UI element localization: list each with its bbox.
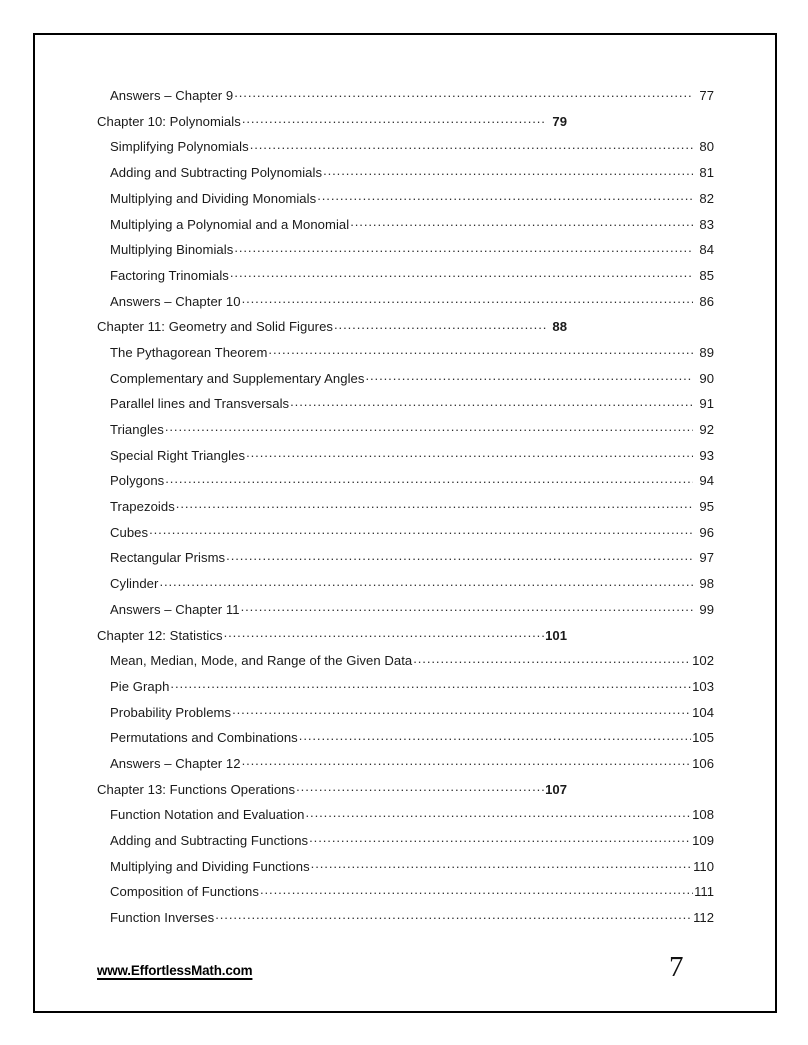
- toc-entry-page-number: 106: [692, 755, 714, 771]
- toc-entry-row[interactable]: [97, 524, 714, 550]
- dot-leader: [413, 652, 691, 665]
- toc-entry-page-number: 83: [699, 216, 714, 232]
- toc-entry-row[interactable]: [97, 190, 714, 216]
- dot-leader: [317, 190, 693, 203]
- toc-entry-row[interactable]: [97, 215, 714, 241]
- toc-entry-page-number: 81: [699, 165, 714, 181]
- toc-entry-page-number: 101: [545, 627, 567, 643]
- toc-entry-label: Polygons: [110, 473, 165, 489]
- toc-entry-label: Multiplying Binomials: [110, 242, 234, 258]
- toc-entry-page-number: 89: [699, 344, 714, 360]
- toc-entry-row[interactable]: [97, 138, 714, 164]
- toc-entry-label: Simplifying Polynomials: [110, 139, 249, 155]
- dot-leader: [234, 87, 693, 100]
- dot-leader: [350, 215, 693, 228]
- dot-leader: [176, 498, 693, 511]
- toc-entry-label: Adding and Subtracting Functions: [110, 833, 309, 849]
- dot-leader: [290, 395, 693, 408]
- toc-entry-label: Function Notation and Evaluation: [110, 807, 305, 823]
- toc-entry-label: Complementary and Supplementary Angles: [110, 370, 365, 386]
- toc-entry-label: Probability Problems: [110, 704, 232, 720]
- toc-entry-label: Cylinder: [110, 576, 159, 592]
- dot-leader: [224, 626, 545, 639]
- toc-entry-label: Triangles: [110, 422, 164, 438]
- toc-entry-label: Factoring Trinomials: [110, 267, 229, 283]
- toc-entry-page-number: 109: [692, 833, 714, 849]
- toc-entry-row[interactable]: [97, 755, 714, 781]
- toc-entry-row[interactable]: [97, 472, 714, 498]
- toc-entry-row[interactable]: [97, 909, 714, 935]
- toc-entry-row[interactable]: [97, 293, 714, 319]
- toc-entry-row[interactable]: [97, 729, 714, 755]
- toc-entry-row[interactable]: [97, 370, 714, 396]
- toc-entry-label: Parallel lines and Transversals: [110, 396, 290, 412]
- toc-entry-page-number: 107: [545, 781, 567, 797]
- dot-leader: [365, 370, 693, 383]
- toc-entry-label: Special Right Triangles: [110, 447, 246, 463]
- toc-entry-page-number: 104: [692, 704, 714, 720]
- toc-entry-row[interactable]: [97, 832, 714, 858]
- toc-entry-label: Rectangular Prisms: [110, 550, 226, 566]
- toc-entry-row[interactable]: [97, 549, 714, 575]
- toc-entry-row[interactable]: [97, 601, 714, 627]
- toc-entry-row[interactable]: [97, 421, 714, 447]
- toc-chapter-row[interactable]: [97, 113, 567, 139]
- toc-entry-label: Mean, Median, Mode, and Range of the Given Data: [110, 653, 413, 669]
- toc-entry-row[interactable]: [97, 704, 714, 730]
- toc-entry-page-number: 112: [693, 910, 714, 926]
- dot-leader: [250, 138, 693, 151]
- toc-entry-row[interactable]: [97, 883, 714, 909]
- toc-entry-label: Permutations and Combinations: [110, 730, 298, 746]
- toc-entry-row[interactable]: [97, 447, 714, 473]
- toc-entry-page-number: 91: [699, 396, 714, 412]
- toc-entry-label: The Pythagorean Theorem: [110, 344, 268, 360]
- dot-leader: [230, 267, 693, 280]
- toc-entry-row[interactable]: [97, 395, 714, 421]
- toc-entry-label: Pie Graph: [110, 678, 170, 694]
- toc-entry-row[interactable]: [97, 498, 714, 524]
- toc-entry-label: Chapter 11: Geometry and Solid Figures: [97, 319, 334, 335]
- toc-entry-page-number: 82: [699, 190, 714, 206]
- footer-page-number: 7: [669, 951, 684, 983]
- dot-leader: [232, 704, 691, 717]
- toc-entry-label: Chapter 10: Polynomials: [97, 113, 241, 129]
- toc-entry-page-number: 92: [699, 422, 714, 438]
- toc-entry-label: Cubes: [110, 524, 149, 540]
- toc-entry-page-number: 99: [699, 601, 714, 617]
- toc-entry-row[interactable]: [97, 87, 714, 113]
- dot-leader: [159, 575, 693, 588]
- toc-entry-page-number: 108: [692, 807, 714, 823]
- toc-entry-page-number: 80: [699, 139, 714, 155]
- toc-entry-page-number: 105: [692, 730, 714, 746]
- dot-leader: [309, 832, 691, 845]
- dot-leader: [242, 113, 546, 126]
- toc-chapter-row[interactable]: [97, 626, 567, 652]
- toc-entry-label: Multiplying and Dividing Monomials: [110, 190, 317, 206]
- toc-entry-page-number: 95: [699, 499, 714, 515]
- toc-entry-row[interactable]: [97, 575, 714, 601]
- toc-entry-page-number: 93: [699, 447, 714, 463]
- dot-leader: [296, 781, 544, 794]
- dot-leader: [242, 293, 693, 306]
- toc-entry-page-number: 97: [699, 550, 714, 566]
- page-border-frame: [33, 33, 777, 1013]
- dot-leader: [242, 755, 692, 768]
- dot-leader: [268, 344, 693, 357]
- toc-entry-row[interactable]: [97, 678, 714, 704]
- toc-entry-label: Chapter 12: Statistics: [97, 627, 223, 643]
- toc-chapter-row[interactable]: [97, 781, 567, 807]
- toc-entry-page-number: 77: [699, 88, 714, 104]
- toc-entry-label: Answers – Chapter 9: [110, 88, 234, 104]
- toc-entry-page-number: 88: [552, 319, 567, 335]
- toc-entry-page-number: 86: [699, 293, 714, 309]
- dot-leader: [334, 318, 546, 331]
- dot-leader: [149, 524, 693, 537]
- toc-entry-page-number: 90: [699, 370, 714, 386]
- toc-entry-page-number: 96: [699, 524, 714, 540]
- dot-leader: [226, 549, 693, 562]
- dot-leader: [234, 241, 693, 254]
- toc-entry-row[interactable]: [97, 858, 714, 884]
- toc-entry-label: Composition of Functions: [110, 884, 259, 900]
- toc-entry-label: Multiplying and Dividing Functions: [110, 858, 310, 874]
- dot-leader: [311, 858, 692, 871]
- toc-entry-page-number: 103: [692, 678, 714, 694]
- dot-leader: [306, 806, 692, 819]
- toc-entry-label: Function Inverses: [110, 910, 215, 926]
- dot-leader: [215, 909, 692, 922]
- dot-leader: [170, 678, 691, 691]
- toc-entry-label: Chapter 13: Functions Operations: [97, 781, 296, 797]
- toc-entry-label: Answers – Chapter 11: [110, 601, 240, 617]
- page-footer: [97, 951, 747, 997]
- dot-leader: [165, 472, 693, 485]
- toc-entry-page-number: 84: [699, 242, 714, 258]
- toc-entry-label: Answers – Chapter 10: [110, 293, 241, 309]
- toc-entry-row[interactable]: [97, 806, 714, 832]
- toc-entry-page-number: 94: [699, 473, 714, 489]
- toc-chapter-row[interactable]: [97, 318, 567, 344]
- toc-entry-page-number: 111: [694, 884, 714, 900]
- toc-entry-label: Adding and Subtracting Polynomials: [110, 165, 323, 181]
- toc-entry-row[interactable]: [97, 344, 714, 370]
- toc-entry-label: Answers – Chapter 12: [110, 755, 241, 771]
- dot-leader: [246, 447, 693, 460]
- toc-entry-page-number: 79: [552, 113, 567, 129]
- toc-entry-label: Multiplying a Polynomial and a Monomial: [110, 216, 350, 232]
- toc-entry-row[interactable]: [97, 267, 714, 293]
- toc-entry-row[interactable]: [97, 652, 714, 678]
- dot-leader: [165, 421, 693, 434]
- dot-leader: [299, 729, 691, 742]
- footer-website-url[interactable]: www.EffortlessMath.com: [97, 963, 253, 978]
- dot-leader: [323, 164, 693, 177]
- toc-entry-label: Trapezoids: [110, 499, 175, 515]
- toc-entry-page-number: 85: [699, 267, 714, 283]
- toc-entry-row[interactable]: [97, 241, 714, 267]
- toc-entry-page-number: 102: [692, 653, 714, 669]
- table-of-contents: [97, 87, 747, 935]
- dot-leader: [241, 601, 693, 614]
- toc-entry-row[interactable]: [97, 164, 714, 190]
- toc-entry-page-number: 110: [693, 858, 714, 874]
- toc-entry-page-number: 98: [699, 576, 714, 592]
- dot-leader: [260, 883, 693, 896]
